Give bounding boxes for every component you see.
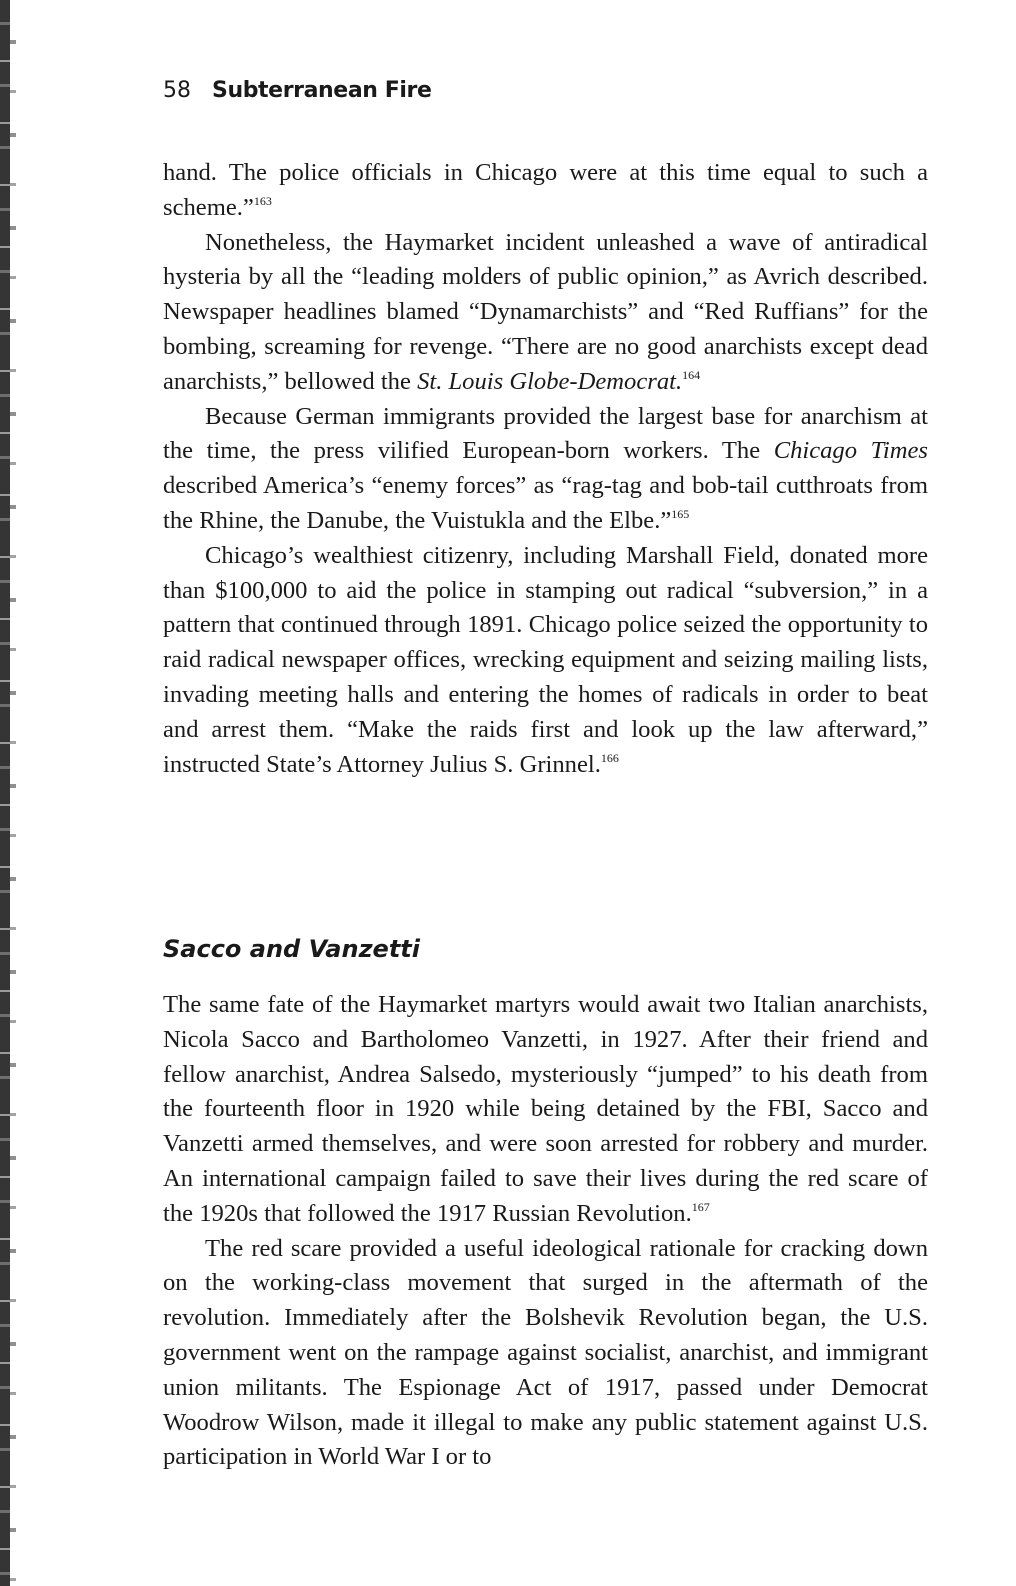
newspaper-title-chicago-times: Chicago Times xyxy=(773,437,928,465)
running-head xyxy=(163,78,432,103)
paragraph-1 xyxy=(163,156,928,226)
paragraph-3-text-b: described America’s “enemy forces” as “rag-tag and bob-tail cutthroats from the Rhine, the Danube, the Vuistukla and the Elbe.” xyxy=(163,472,928,534)
paragraph-5-text: The same fate of the Haymarket martyrs would await two Italian anarchists, Nicola Sacco and Bartholomeo Vanzetti, in 1927. After their friend and fellow anarchist, Andrea Salsedo, mysteriously “jumped” to his death from the fourteenth floor in 1920 while being detained by the FBI, Sacco and Vanzetti armed themselves, and were soon arrested for robbery and murder. An international campaign failed to save their lives during the red scare of the 1920s that followed the 1917 Russian Revolution. xyxy=(163,991,928,1227)
body-text-section-2 xyxy=(163,988,928,1475)
book-title: Subterranean Fire xyxy=(212,78,432,103)
paragraph-4 xyxy=(163,539,928,783)
footnote-ref-163: 163 xyxy=(253,193,272,208)
paragraph-2 xyxy=(163,226,928,400)
footnote-ref-165: 165 xyxy=(671,506,690,521)
paragraph-3-text-a: Because German immigrants provided the largest base for anarchism at the time, the press vilified European-born workers. The xyxy=(163,402,928,465)
paragraph-2-text: Nonetheless, the Haymarket incident unleashed a wave of antiradical hysteria by all the “leading molders of public opinion,” as Avrich described. Newspaper headlines blamed “Dynamarchists” and “Red Ruffians” for the bombing, screaming for revenge. “There are no good anarchists except dead anarchists,” bellowed the xyxy=(163,228,928,395)
paragraph-3 xyxy=(163,400,928,539)
scan-binding-edge xyxy=(0,0,10,1586)
footnote-ref-164: 164 xyxy=(682,367,701,382)
paragraph-1-text: hand. The police officials in Chicago were at this time equal to such a scheme.” xyxy=(163,159,928,221)
paragraph-6-text: The red scare provided a useful ideological rationale for cracking down on the working-class movement that surged in the aftermath of the revolution. Immediately after the Bolshevik Revolution began, the U.S. government went on the rampage against socialist, anarchist, and immigrant union militants. The Espionage Act of 1917, passed under Democrat Woodrow Wilson, made it illegal to make any public statement against U.S. participation in World War I or to xyxy=(163,1234,928,1471)
body-text-section-1 xyxy=(163,156,928,782)
paragraph-6 xyxy=(163,1232,928,1476)
page-number: 58 xyxy=(163,78,191,103)
section-heading: Sacco and Vanzetti xyxy=(163,935,421,963)
footnote-ref-166: 166 xyxy=(600,750,619,765)
paragraph-5 xyxy=(163,988,928,1232)
scan-binding-shadow xyxy=(10,0,16,1586)
paragraph-4-text: Chicago’s wealthiest citizenry, including Marshall Field, donated more than $100,000 to aid the police in stamping out radical “subversion,” in a pattern that continued through 1891. Chicago police seized the opportunity to raid radical newspaper offices, wrecking equipment and seizing mailing lists, invading meeting halls and entering the homes of radicals in order to beat and arrest them. “Make the raids first and look up the law afterward,” instructed State’s Attorney Julius S. Grinnel. xyxy=(163,541,928,778)
newspaper-title-globe-democrat: St. Louis Globe-Democrat. xyxy=(417,367,683,395)
footnote-ref-167: 167 xyxy=(691,1199,710,1214)
